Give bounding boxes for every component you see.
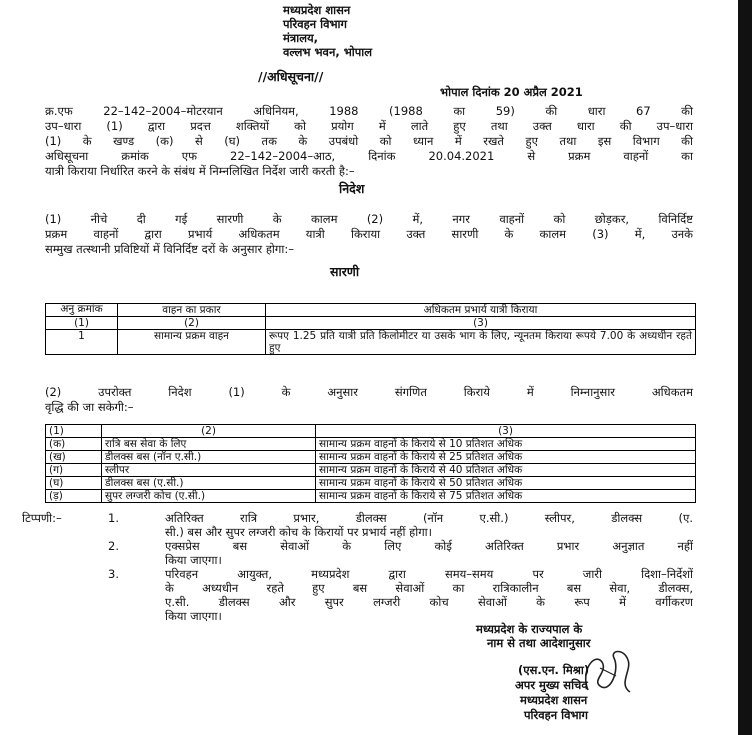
table-row <box>46 451 696 464</box>
intro-line: यात्री किराया निर्धारित करने के संबंध में निम्नलिखित निर्देश जारी करती है:– <box>45 164 355 178</box>
table-cell: (ख) <box>46 451 102 464</box>
table-cell: सामान्य प्रक्रम वाहनों के किराये से 10 प्रतिशत अधिक <box>316 438 696 451</box>
note-line: अतिरिक्त रात्रि प्रभार, डीलक्स (नॉन ए.सी.) स्लीपर, डीलक्स (ए. <box>165 511 693 525</box>
column-number: (2) <box>102 425 316 438</box>
header-secretariat: मंत्रालय, <box>283 31 319 45</box>
para2-line: (2) उपरोक्त निदेश (1) के अनुसार संगणित किराये में निम्नानुसार अधिकतम <box>45 385 693 399</box>
table-cell: रूपए 1.25 प्रति यात्री प्रति किलोमीटर या उसके भाग के लिए, न्यूनतम किराया रूपये 7.00 के अध्यधीन रहते हुए <box>266 330 696 355</box>
note-line: के अध्यधीन रहते हुए बस सेवाओं का रात्रिकालीन बस सेवा, डीलक्स, <box>165 581 693 595</box>
notes-label: टिप्पणी:– <box>22 511 62 525</box>
table-header-row <box>46 304 696 317</box>
header-cell: अधिकतम प्रभार्य यात्री किराया <box>266 304 696 317</box>
table-row <box>46 477 696 490</box>
para1-line: प्रक्रम वाहनों द्वारा प्रभार्य अधिकतम यात्री किराया उक्त सारणी के कालम (3) में, उनके <box>45 227 693 241</box>
para2-line: वृद्धि की जा सकेगी:– <box>45 400 134 414</box>
column-number: (1) <box>46 317 118 330</box>
table-cell: सुपर लग्जरी कोच (ए.सी.) <box>102 490 316 503</box>
table-cell: (क) <box>46 438 102 451</box>
by-order-line: नाम से तथा आदेशानुसार <box>487 636 591 650</box>
table-heading: सारणी <box>330 264 360 279</box>
table-cell: सामान्य प्रक्रम वाहनों के किराये से 50 प्रतिशत अधिक <box>316 477 696 490</box>
note-number: 2. <box>108 539 119 553</box>
note-line: एक्सप्रेस बस सेवाओं के लिए कोई अतिरिक्त प्रभार अनुज्ञात नहीं <box>165 539 693 553</box>
dark-border <box>738 0 752 735</box>
table-cell: सामान्य प्रक्रम वाहनों के किराये से 40 प्रतिशत अधिक <box>316 464 696 477</box>
signatory-department: परिवहन विभाग <box>524 708 589 722</box>
note-line: ए.सी. डीलक्स और सुपर लग्जरी कोच सेवाओं के रूप में वर्गीकरण <box>165 595 693 609</box>
note-line: किया जाएगा। <box>165 609 222 623</box>
table-number-row <box>46 317 696 330</box>
directive-heading: निदेश <box>339 181 365 196</box>
header-cell: अनु क्रमांक <box>46 304 118 317</box>
table-cell: स्लीपर <box>102 464 316 477</box>
table-cell: (ड़) <box>46 490 102 503</box>
column-number: (2) <box>118 317 266 330</box>
column-number: (1) <box>46 425 102 438</box>
note-number: 3. <box>108 567 119 581</box>
table-row <box>46 464 696 477</box>
table-cell: (घ) <box>46 477 102 490</box>
table-cell: 1 <box>46 330 118 355</box>
note-line: सी.) बस और सुपर लग्जरी कोच के किरायों पर प्रभार्य नहीं होगा। <box>165 525 432 539</box>
intro-line: उप–धारा (1) द्वारा प्रदत्त शक्तियों को प्रयोग में लाते हुए तथा उक्त धारा की उप–धारा <box>45 119 693 133</box>
notification-title: //अधिसूचना// <box>258 69 324 84</box>
header-address: वल्लभ भवन, भोपाल <box>283 45 373 59</box>
intro-line: अधिसूचना क्रमांक एफ 22–142–2004–आठ, दिनांक 20.04.2021 से प्रक्रम वाहनों का <box>45 149 693 163</box>
para1-line: सम्मुख तत्स्थानी प्रविष्टियों में विनिर्दिष्ट दरों के अनुसार होगा:– <box>45 242 294 256</box>
place-date: भोपाल दिनांक 20 अप्रैल 2021 <box>440 85 583 99</box>
table-number-row <box>46 425 696 438</box>
table-cell: डीलक्स बस (नॉन ए.सी.) <box>102 451 316 464</box>
note-line: परिवहन आयुक्त, मध्यप्रदेश द्वारा समय–समय पर जारी दिशा–निर्देशों <box>165 567 693 581</box>
note-line: किया जाएगा। <box>165 553 222 567</box>
signatory-name: (एस.एन. मिश्रा) <box>518 663 590 677</box>
note-number: 1. <box>108 511 119 525</box>
signatory-government: मध्यप्रदेश शासन <box>520 693 588 707</box>
column-number: (3) <box>266 317 696 330</box>
table-cell: सामान्य प्रक्रम वाहन <box>118 330 266 355</box>
table-row <box>46 330 696 355</box>
table-cell: रात्रि बस सेवा के लिए <box>102 438 316 451</box>
table-cell: (ग) <box>46 464 102 477</box>
table-row <box>46 490 696 503</box>
fare-table <box>45 303 696 355</box>
column-number: (3) <box>316 425 696 438</box>
table-cell: डीलक्स बस (ए.सी.) <box>102 477 316 490</box>
table-cell: सामान्य प्रक्रम वाहनों के किराये से 75 प्रतिशत अधिक <box>316 490 696 503</box>
table-cell: सामान्य प्रक्रम वाहनों के किराये से 25 प्रतिशत अधिक <box>316 451 696 464</box>
header-cell: वाहन का प्रकार <box>118 304 266 317</box>
surcharge-table <box>45 424 696 503</box>
para1-line: (1) नीचे दी गई सारणी के कालम (2) में, नगर वाहनों को छोड़कर, विनिर्दिष्ट <box>45 212 693 226</box>
intro-line: क्र.एफ 22–142–2004–मोटरयान अधिनियम, 1988 (1988 का 59) की धारा 67 की <box>45 104 693 118</box>
header-department: परिवहन विभाग <box>283 17 348 31</box>
table-row <box>46 438 696 451</box>
header-government: मध्यप्रदेश शासन <box>283 3 351 17</box>
intro-line: (1) के खण्ड (क) से (घ) तक के उपबंधो को ध्यान में रखते हुए तथा इस विभाग की <box>45 134 693 148</box>
by-order-line: मध्यप्रदेश के राज्यपाल के <box>476 622 583 636</box>
signatory-designation: अपर मुख्य सचिव <box>515 678 588 692</box>
